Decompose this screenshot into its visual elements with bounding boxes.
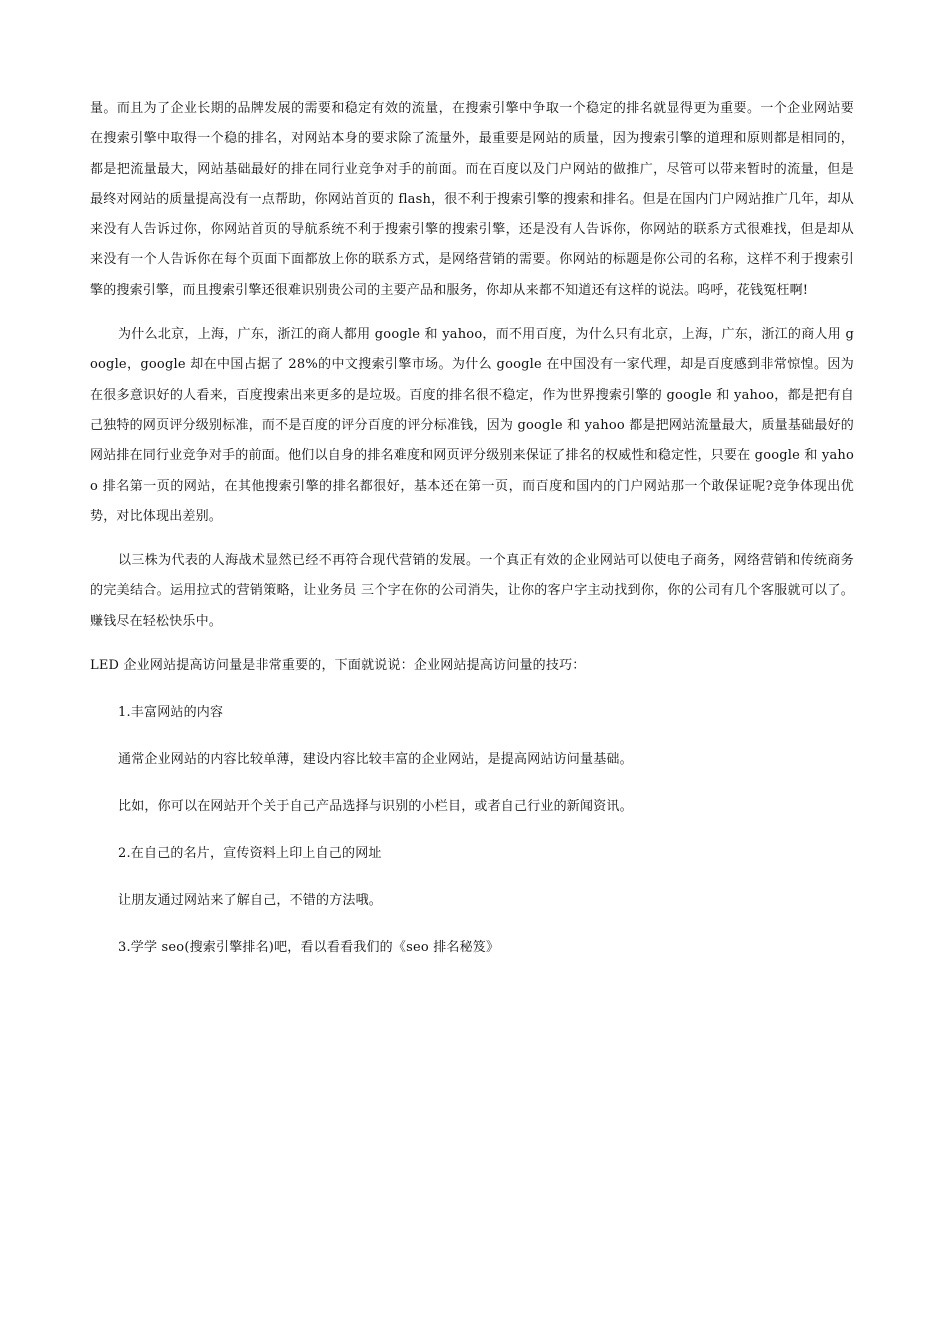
paragraph-search-ranking: 量。而且为了企业长期的品牌发展的需要和稳定有效的流量，在搜索引擎中争取一个稳定的排名就显得更为重要。一个企业网站要在搜索引擎中取得一个稳的排名，对网站本身的要求除了流量外，最重要是网站的质量，因为搜索引擎的道理和原则都是相同的，都是把流量最大，网站基础最好的排在同行业竞争对手的前面。而在百度以及门户网站的做推广，尽管可以带来暂时的流量，但是最终对网站的质量提高没有一点帮助，你网站首页的 flash，很不利于搜索引擎的搜索和排名。但是在国内门户网站推广几年，却从来没有人告诉过你，你网站首页的导航系统不利于搜索引擎的搜索引擎，还是没有人告诉你，你网站的联系方式很难找，但是却从来没有一个人告诉你在每个页面下面都放上你的联系方式，是网络营销的需要。你网站的标题是你公司的名称，这样不利于搜索引擎的搜索引擎，而且搜索引擎还很难识别贵公司的主要产品和服务，你却从来都不知道还有这样的说法。呜呼，花钱冤枉啊! <box>90 101 854 298</box>
tip-heading-3: 3.学学 seo(搜索引擎排名)吧，看以看看我们的《seo 排名秘笈》 <box>118 940 500 956</box>
tip-heading-2: 2.在自己的名片，宣传资料上印上自己的网址 <box>118 846 382 862</box>
tip-text: 让朋友通过网站来了解自己，不错的方法哦。 <box>118 893 383 909</box>
paragraph-marketing-strategy: 以三株为代表的人海战术显然已经不再符合现代营销的发展。一个真正有效的企业网站可以使电子商务，网络营销和传统商务的完美结合。运用拉式的营销策略，让业务员 三个字在你的公司消失，让你的客户字主动找到你，你的公司有几个客服就可以了。赚钱尽在轻松快乐中。 <box>90 553 854 629</box>
tip-text: 比如，你可以在网站开个关于自己产品选择与识别的小栏目，或者自己行业的新闻资讯。 <box>118 799 633 815</box>
tip-heading-1: 1.丰富网站的内容 <box>118 705 224 721</box>
tips-intro: LED 企业网站提高访问量是非常重要的，下面就说说：企业网站提高访问量的技巧： <box>90 658 586 674</box>
tip-text: 通常企业网站的内容比较单薄，建设内容比较丰富的企业网站，是提高网站访问量基础。 <box>118 752 633 768</box>
paragraph-google-yahoo: 为什么北京，上海，广东，浙江的商人都用 google 和 yahoo，而不用百度，为什么只有北京，上海，广东，浙江的商人用 google，google 却在中国占据了 28%的中文搜索引擎市场。为什么 google 在中国没有一家代理，却是百度感到非常惊惶。因为在很多意识好的人看来，百度搜索出来更多的是垃圾。百度的排名很不稳定，作为世界搜索引擎的 google 和 yahoo，都是把有自己独特的网页评分级别标准，而不是百度的评分百度的评分标准钱，因为 google 和 yahoo 都是把网站流量最大，质量基础最好的网站排在同行业竞争对手的前面。他们以自身的排名难度和网页评分级别来保证了排名的权威性和稳定性，只要在 google 和 yahoo 排名第一页的网站，在其他搜索引擎的排名都很好，基本还在第一页，而百度和国内的门户网站那一个敢保证呢?竞争体现出优势，对比体现出差别。 <box>90 327 854 524</box>
document-body <box>90 94 854 963</box>
